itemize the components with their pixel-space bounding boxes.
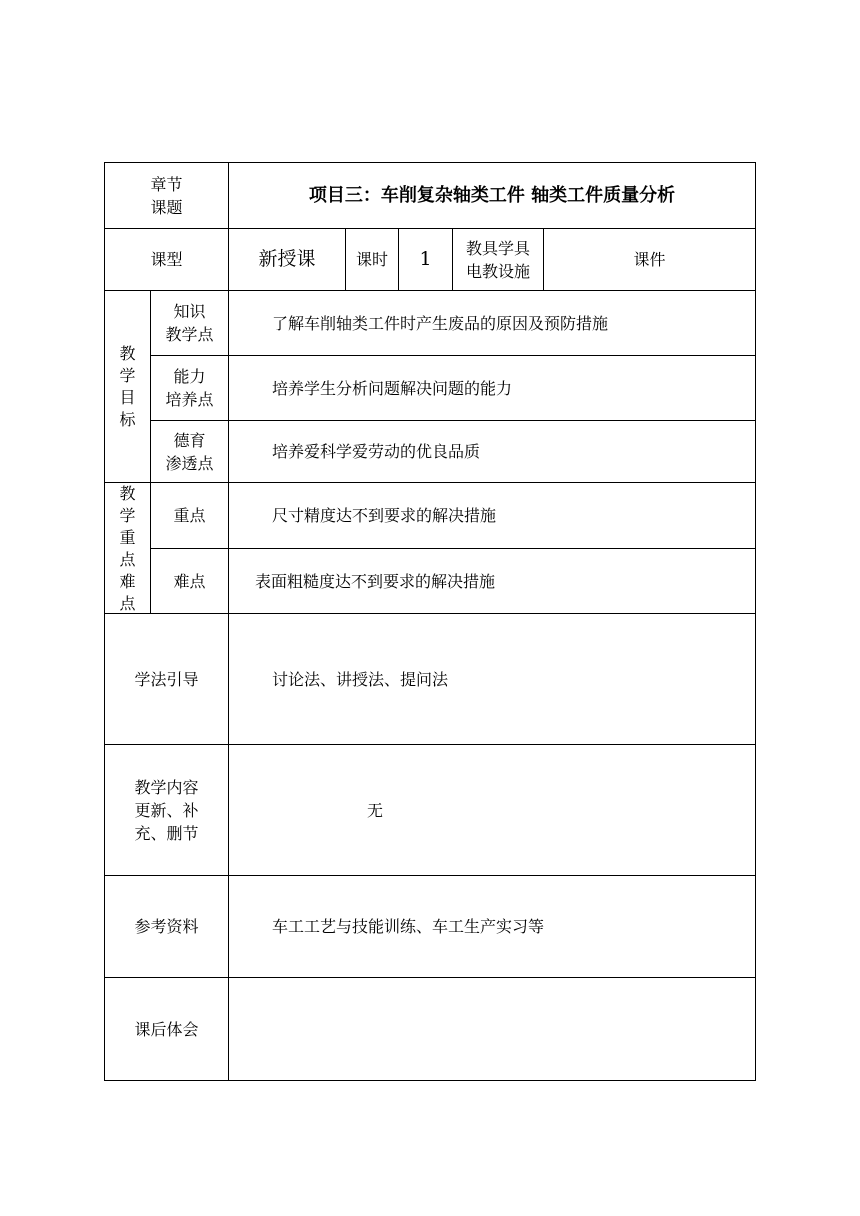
updates-label-line3: 充、删节 — [134, 823, 199, 843]
topic-label-line2: 课题 — [150, 197, 183, 217]
column-border — [228, 162, 229, 1081]
keypoints-group-label — [105, 483, 150, 613]
ability-label-line1: 能力 — [173, 367, 206, 386]
tools-label-cell — [453, 229, 543, 290]
objectives-group-label — [105, 291, 150, 482]
objectives-group-char: 教 — [119, 343, 136, 363]
ability-label-cell — [151, 356, 228, 420]
keypoints-group-char: 点 — [119, 594, 136, 613]
tools-label-line1: 教具学具 — [465, 238, 530, 258]
knowledge-label-line2: 教学点 — [165, 325, 214, 344]
moral-label-cell — [151, 421, 228, 482]
moral-content: 培养爱科学爱劳动的优良品质 — [272, 442, 481, 461]
knowledge-label-cell — [151, 291, 228, 355]
objectives-group-char: 学 — [119, 365, 136, 385]
objectives-group-char: 目 — [119, 387, 136, 407]
course-type-label: 课型 — [150, 250, 183, 269]
method-content: 讨论法、讲授法、提问法 — [272, 669, 449, 689]
keypoints-group-char: 重 — [119, 528, 136, 547]
difficulty-content: 表面粗糙度达不到要求的解决措施 — [255, 571, 496, 591]
topic-label-cell — [105, 163, 228, 228]
references-label: 参考资料 — [134, 917, 199, 936]
knowledge-content: 了解车削轴类工件时产生废品的原因及预防措施 — [272, 313, 609, 333]
updates-label-line1: 教学内容 — [134, 777, 199, 797]
focus-content: 尺寸精度达不到要求的解决措施 — [272, 506, 497, 525]
method-label: 学法引导 — [134, 669, 199, 689]
keypoints-group-char: 点 — [119, 550, 136, 569]
page-title: 项目三：车削复杂轴类工件 轴类工件质量分析 — [308, 185, 676, 206]
knowledge-label-line1: 知识 — [173, 302, 206, 321]
references-content: 车工工艺与技能训练、车工生产实习等 — [272, 917, 545, 936]
objectives-group-char: 标 — [119, 409, 136, 429]
ability-label-line2: 培养点 — [165, 390, 214, 409]
ability-content: 培养学生分析问题解决问题的能力 — [272, 378, 513, 398]
tools-label-line2: 电教设施 — [465, 261, 530, 281]
keypoints-group-char: 学 — [119, 506, 136, 525]
column-border — [755, 162, 756, 1081]
difficulty-label: 难点 — [173, 571, 206, 591]
topic-label-line1: 章节 — [150, 174, 183, 194]
tools-value: 课件 — [633, 250, 666, 269]
updates-label-line2: 更新、补 — [134, 800, 199, 820]
row-border — [104, 1080, 756, 1081]
focus-label: 重点 — [173, 506, 206, 525]
course-type-value: 新授课 — [258, 248, 316, 270]
moral-label-line1: 德育 — [173, 430, 206, 450]
reflection-label: 课后体会 — [134, 1019, 199, 1039]
reflection-content — [272, 978, 752, 1080]
course-hours-label: 课时 — [355, 250, 388, 269]
updates-content: 无 — [367, 800, 384, 820]
keypoints-group-char: 难 — [119, 572, 136, 591]
keypoints-group-char: 教 — [119, 484, 136, 503]
course-hours-value: 1 — [419, 248, 432, 270]
updates-label-cell — [105, 745, 228, 875]
moral-label-line2: 渗透点 — [165, 453, 214, 473]
